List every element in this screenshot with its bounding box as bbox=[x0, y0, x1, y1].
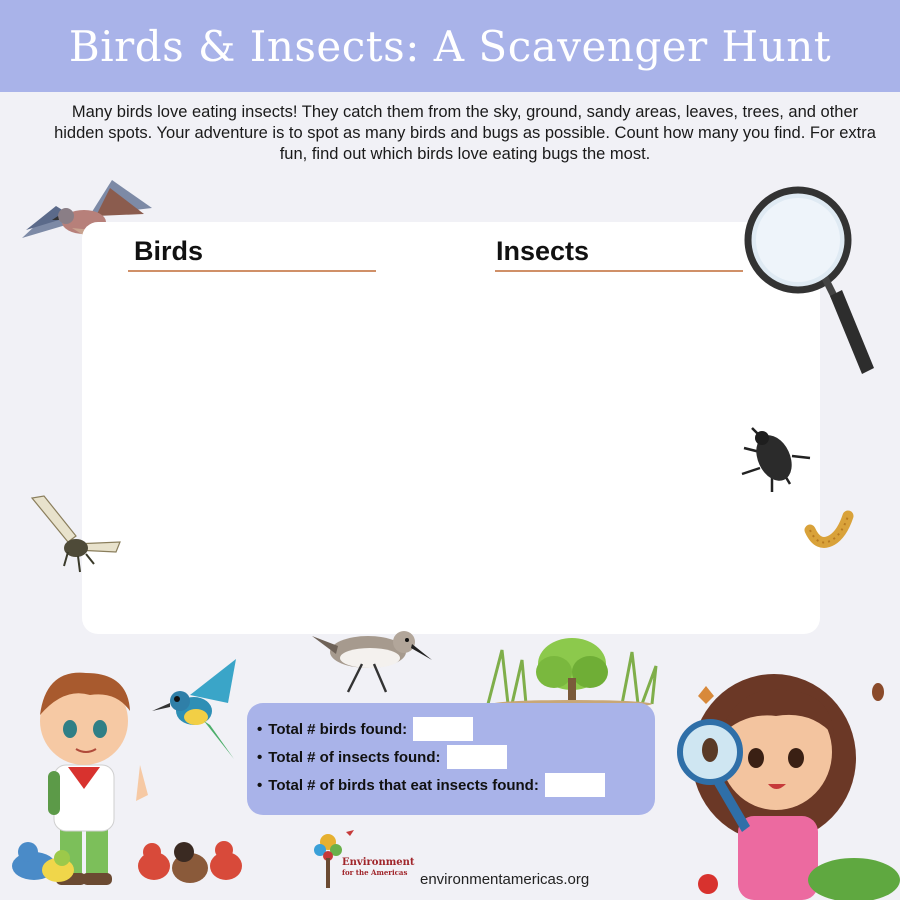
bullet-icon: • bbox=[257, 720, 263, 738]
total-birds-row bbox=[257, 715, 645, 743]
insects-column-title: Insects bbox=[496, 236, 590, 266]
magnifying-glass-illustration bbox=[742, 184, 882, 379]
caterpillar-illustration bbox=[804, 508, 854, 550]
logo-line-2: for the Americas bbox=[342, 868, 408, 877]
total-birds-answer-box[interactable] bbox=[413, 717, 473, 741]
tally-card bbox=[82, 222, 820, 634]
logo-line-1: Environment bbox=[342, 857, 415, 868]
beetle-illustration bbox=[732, 418, 818, 500]
grass-bush-illustration bbox=[482, 632, 662, 708]
bullet-icon: • bbox=[257, 776, 263, 794]
totals-panel bbox=[247, 703, 655, 815]
total-insect-eating-birds-label: Total # of birds that eat insects found: bbox=[268, 776, 539, 794]
insects-column-underline bbox=[495, 270, 743, 272]
total-insect-eating-birds-answer-box[interactable] bbox=[545, 773, 605, 797]
website-url[interactable]: environmentamericas.org bbox=[420, 871, 590, 888]
hummingbird-illustration bbox=[150, 655, 250, 765]
logo-wordmark bbox=[342, 858, 415, 878]
sandpiper-illustration bbox=[308, 620, 434, 702]
total-insect-eating-birds-row bbox=[257, 771, 645, 799]
total-insects-label: Total # of insects found: bbox=[268, 748, 441, 766]
intro-text: Many birds love eating insects! They catch them from the sky, ground, sandy areas, leaves, trees, and other hidden spots. Your adventure is to spot as many birds and bugs as possible. Count how many you find. For extra fun, find out which birds love eating bugs the most. bbox=[54, 103, 876, 163]
cicada-illustration bbox=[24, 492, 122, 576]
bullet-icon: • bbox=[257, 748, 263, 766]
girl-with-magnifier-illustration bbox=[664, 666, 900, 900]
total-insects-row bbox=[257, 743, 645, 771]
birds-column-underline bbox=[128, 270, 376, 272]
page-title: Birds & Insects: A Scavenger Hunt bbox=[68, 21, 832, 71]
total-birds-label: Total # birds found: bbox=[268, 720, 408, 738]
header-banner bbox=[0, 0, 900, 92]
small-birds-illustration bbox=[4, 826, 254, 896]
total-insects-answer-box[interactable] bbox=[447, 745, 507, 769]
birds-column-title: Birds bbox=[134, 236, 204, 266]
